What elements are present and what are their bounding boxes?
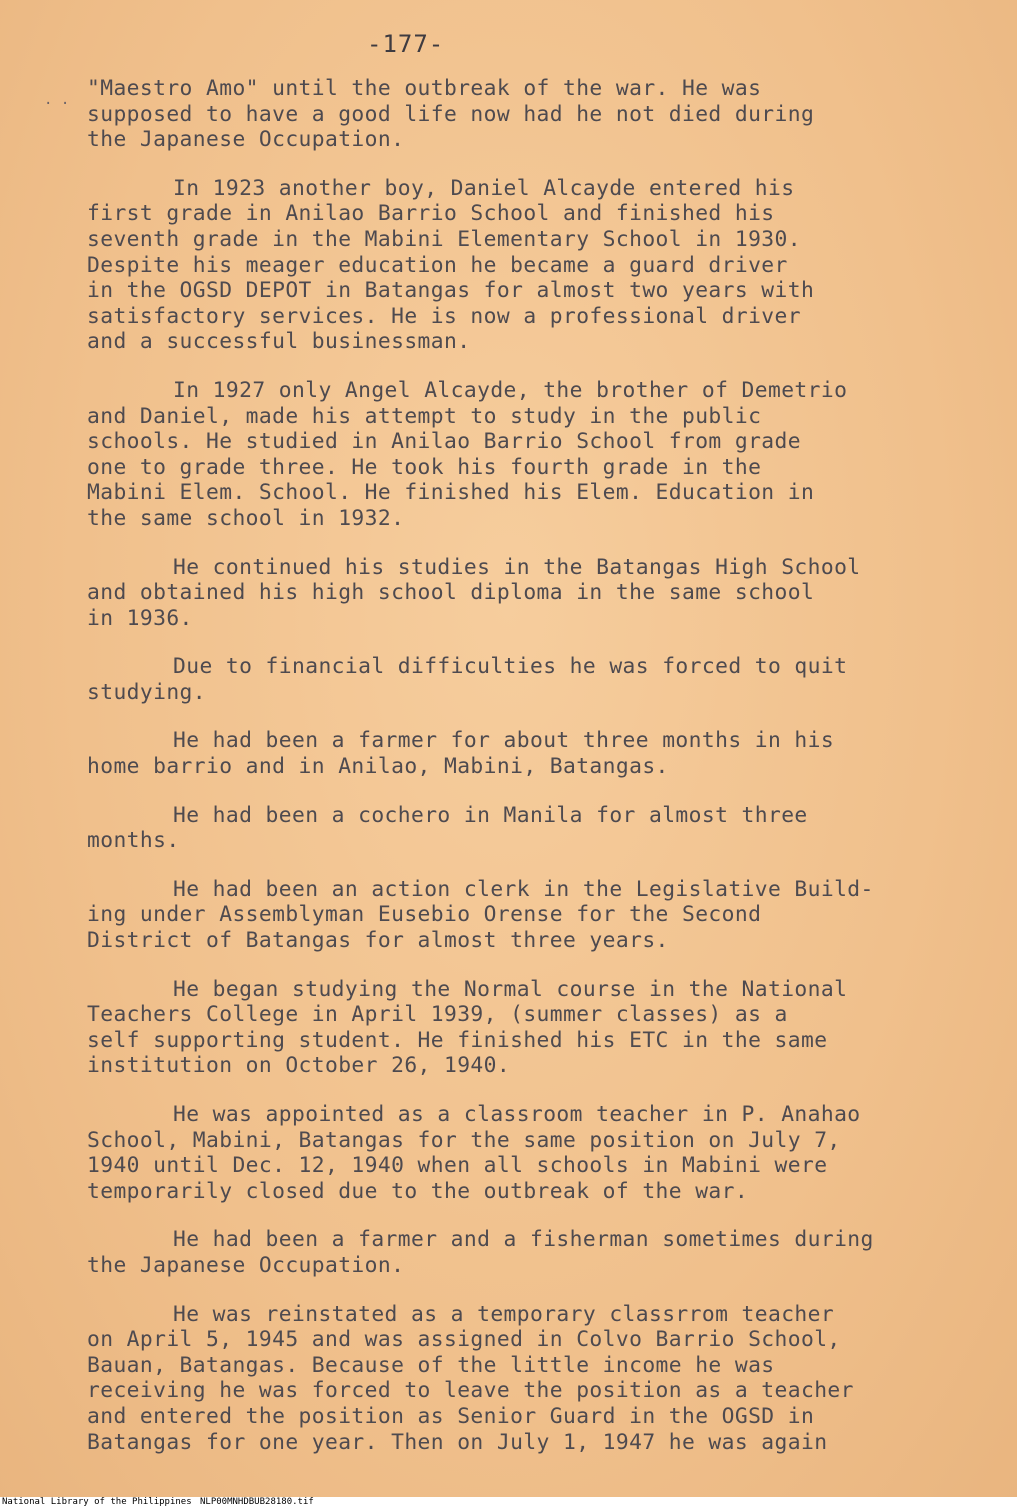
text-line: schools. He studied in Anilao Barrio School from grade [87, 429, 801, 455]
text-line: He had been a farmer and a fisherman sometimes during [173, 1227, 874, 1253]
text-line: Due to financial difficulties he was forced to quit [173, 654, 848, 680]
text-line: one to grade three. He took his fourth grade in the [87, 454, 762, 480]
scan-footer [0, 1497, 1017, 1508]
typed-body [87, 76, 977, 1478]
paragraph [87, 1227, 977, 1278]
text-line: institution on October 26, 1940. [87, 1053, 511, 1079]
paragraph [87, 555, 977, 632]
text-line: and obtained his high school diploma in the same school [87, 580, 815, 606]
text-line: in the OGSD DEPOT in Batangas for almost two years with [87, 278, 815, 304]
text-line: School, Mabini, Batangas for the same position on July 7, [87, 1127, 841, 1153]
text-line: and a successful businessman. [87, 329, 471, 355]
text-line: and Daniel, made his attempt to study in the public [87, 403, 762, 429]
text-line: "Maestro Amo" until the outbreak of the war. He was [87, 76, 762, 101]
text-line: Teachers College in April 1939, (summer classes) as a [87, 1002, 788, 1028]
text-line: He had been a cochero in Manila for almost three [173, 802, 808, 828]
footer-file-name: NLP00MNHDBUB28180.tif [200, 1497, 314, 1507]
paragraph [87, 728, 977, 779]
text-line: He was reinstated as a temporary classrrom teacher [173, 1301, 835, 1327]
text-line: He began studying the Normal course in the National [173, 976, 848, 1002]
paragraph [87, 76, 977, 153]
text-line: the same school in 1932. [87, 505, 405, 531]
text-line: 1940 until Dec. 12, 1940 when all schools in Mabini were [87, 1153, 828, 1179]
text-line: satisfactory services. He is now a professional driver [87, 303, 801, 329]
text-line: months. [87, 828, 180, 854]
text-line: He continued his studies in the Batangas High School [173, 554, 861, 580]
text-line: District of Batangas for almost three years. [87, 928, 669, 954]
text-line: He had been a farmer for about three months in his [173, 728, 835, 754]
text-line: the Japanese Occupation. [87, 127, 405, 153]
text-line: and entered the position as Senior Guard in the OGSD in [87, 1403, 815, 1429]
text-line: Bauan, Batangas. Because of the little income he was [87, 1352, 775, 1378]
margin-mark: . . [44, 92, 70, 108]
text-line: in 1936. [87, 605, 193, 631]
text-line: home barrio and in Anilao, Mabini, Batangas. [87, 754, 669, 780]
text-line: self supporting student. He finished his ETC in the same [87, 1027, 828, 1053]
text-line: first grade in Anilao Barrio School and finished his [87, 201, 775, 227]
text-line: He had been an action clerk in the Legislative Build- [173, 876, 874, 902]
text-line: Batangas for one year. Then on July 1, 1947 he was again [87, 1429, 828, 1455]
text-line: Mabini Elem. School. He finished his Elem. Education in [87, 480, 815, 506]
text-line: on April 5, 1945 and was assigned in Colvo Barrio School, [87, 1327, 841, 1353]
paragraph [87, 803, 977, 854]
paragraph [87, 378, 977, 532]
text-line: temporarily closed due to the outbreak of the war. [87, 1178, 749, 1204]
paragraph [87, 176, 977, 355]
text-line: studying. [87, 679, 206, 705]
text-line: ing under Assemblyman Eusebio Orense for the Second [87, 902, 762, 928]
text-line: In 1927 only Angel Alcayde, the brother of Demetrio [173, 377, 848, 403]
paragraph [87, 654, 977, 705]
paragraph [87, 1302, 977, 1456]
text-line: In 1923 another boy, Daniel Alcayde entered his [173, 175, 795, 201]
text-line: receiving he was forced to leave the position as a teacher [87, 1378, 854, 1404]
text-line: supposed to have a good life now had he not died during [87, 101, 815, 127]
paragraph [87, 977, 977, 1079]
footer-library-label: National Library of the Philippines [2, 1497, 192, 1507]
text-line: the Japanese Occupation. [87, 1252, 405, 1278]
text-line: Despite his meager education he became a guard driver [87, 252, 788, 278]
text-line: seventh grade in the Mabini Elementary School in 1930. [87, 226, 801, 252]
text-line: He was appointed as a classroom teacher in P. Anahao [173, 1102, 861, 1127]
page-number: -177- [367, 30, 445, 58]
paragraph [87, 877, 977, 954]
paragraph [87, 1102, 977, 1204]
